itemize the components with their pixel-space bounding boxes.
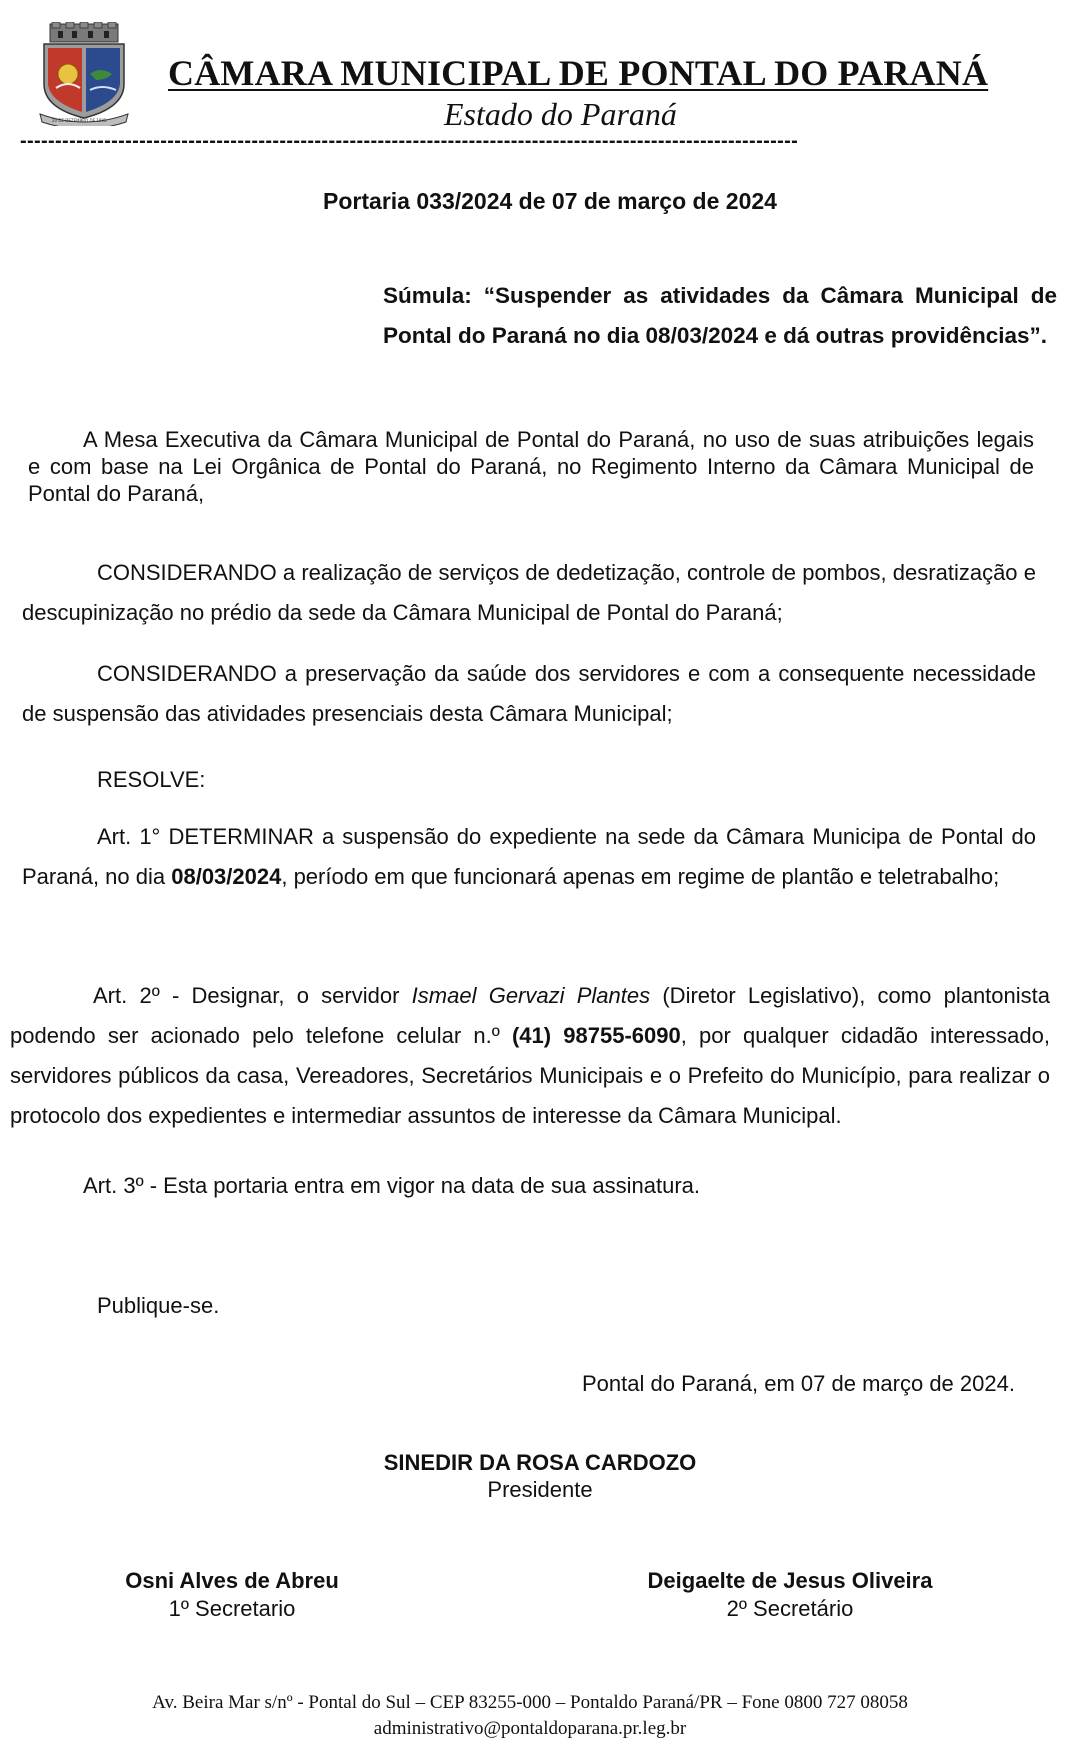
article-2-servant-name: Ismael Gervazi Plantes: [411, 983, 651, 1008]
footer-email: administrativo@pontaldoparana.pr.leg.br: [373, 1718, 687, 1739]
second-secretary-name: Deigaelte de Jesus Oliveira: [647, 1568, 933, 1593]
institution-name: CÂMARA MUNICIPAL DE PONTAL DO PARANÁ: [168, 53, 989, 93]
intro-paragraph: A Mesa Executiva da Câmara Municipal de Pontal do Paraná, no uso de suas atribuições legais e com base na Lei Orgânica de Pontal do Paraná, no Regimento Interno da Câmara Municipal de Pontal do Paraná,: [28, 427, 1034, 506]
president-role: Presidente: [487, 1477, 593, 1502]
first-secretary-name: Osni Alves de Abreu: [125, 1568, 339, 1593]
president-name: SINEDIR DA ROSA CARDOZO: [383, 1450, 697, 1475]
header-separator: ---------------------------------------------------------------------------------------------------------------: [20, 130, 799, 152]
coat-of-arms-icon: [36, 22, 132, 126]
article-2-text: Art. 2º - Designar, o servidor: [93, 983, 412, 1008]
article-2-text-end: , por qualquer cidadão interessado, servidores públicos da casa, Vereadores, Secretários Municipais e o Prefeito do Município, para realizar o protocolo dos expedientes e intermediar assuntos de interesse da Câmara Municipal.: [10, 1023, 1050, 1128]
place-date: Pontal do Paraná, em 07 de março de 2024.: [582, 1371, 1015, 1396]
article-1-date: 08/03/2024: [171, 864, 282, 889]
document-title: Portaria 033/2024 de 07 de março de 2024: [323, 188, 777, 214]
considerando-2: CONSIDERANDO a preservação da saúde dos servidores e com a consequente necessidade de suspensão das atividades presenciais desta Câmara Municipal;: [22, 661, 1036, 726]
sumula: Súmula: “Suspender as atividades da Câmara Municipal de Pontal do Paraná no dia 08/03/2024 e dá outras providências”.: [383, 283, 1057, 348]
article-1-text: Art. 1° DETERMINAR a suspensão do expediente na sede da Câmara Municipa de Pontal do Paraná, no dia: [22, 824, 1036, 889]
second-secretary-role: 2º Secretário: [726, 1596, 854, 1621]
publique-se: Publique-se.: [97, 1293, 220, 1318]
resolve-label: RESOLVE:: [97, 767, 206, 792]
state-name: Estado do Paraná: [444, 96, 677, 132]
crest-ribbon-text: 20 DE DEZEMBRO DE 1995: [52, 118, 107, 123]
considerando-1: CONSIDERANDO a realização de serviços de dedetização, controle de pombos, desratização e descupinização no prédio da sede da Câmara Municipal de Pontal do Paraná;: [22, 560, 1036, 625]
article-2-phone: (41) 98755-6090: [511, 1023, 681, 1048]
article-2: [10, 976, 1050, 1136]
first-secretary-role: 1º Secretario: [168, 1596, 296, 1621]
article-1-text-end: , período em que funcionará apenas em regime de plantão e teletrabalho;: [281, 864, 1000, 889]
article-2-text-middle: (Diretor Legislativo), como plantonista podendo ser acionado pelo telefone celular n.º: [10, 983, 1051, 1048]
article-3: Art. 3º - Esta portaria entra em vigor na data de sua assinatura.: [83, 1173, 701, 1198]
article-1: [22, 817, 1036, 897]
footer-address: Av. Beira Mar s/nº - Pontal do Sul – CEP 83255-000 – Pontaldo Paraná/PR – Fone 0800 727 08058: [152, 1692, 908, 1713]
